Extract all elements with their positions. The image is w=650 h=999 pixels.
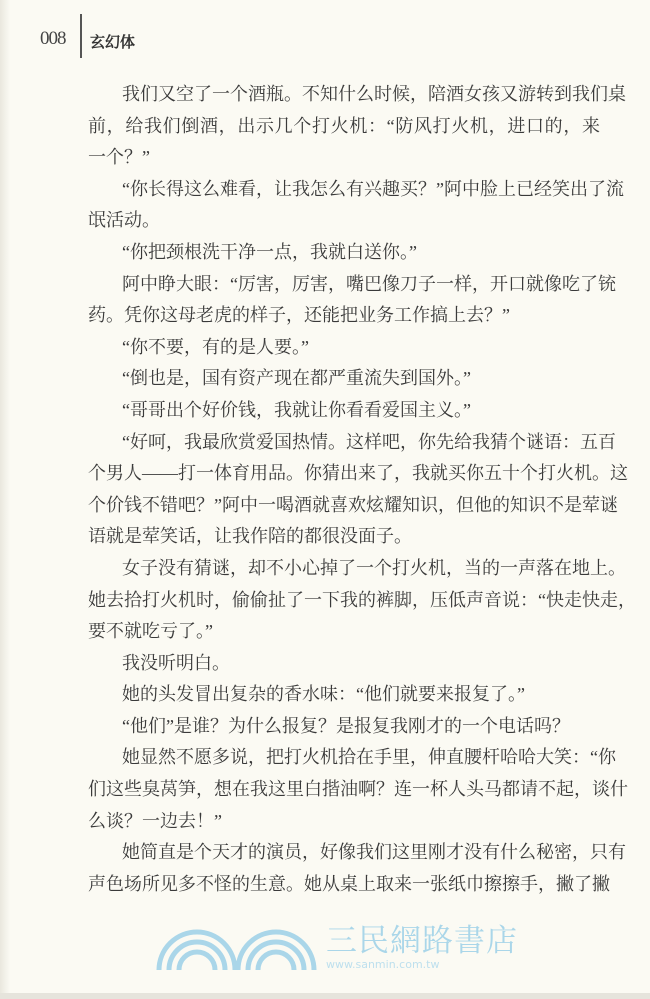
text-line: 氓活动。 bbox=[88, 210, 160, 231]
paragraph bbox=[88, 269, 616, 332]
paragraph bbox=[88, 79, 626, 174]
text-line: 阿中睁大眼：“厉害，厉害，嘴巴像刀子一样，开口就像吃了铳 bbox=[122, 273, 616, 294]
paragraph bbox=[88, 395, 600, 427]
text-line: 她简直是个天才的演员，好像我们这里刚才没有什么秘密，只有 bbox=[122, 842, 626, 863]
paragraph bbox=[88, 363, 600, 395]
text-line: 她显然不愿多说，把打火机拾在手里，伸直腰杆哈哈大笑：“你 bbox=[122, 747, 616, 768]
watermark-url: www.sanmin.com.tw bbox=[326, 958, 440, 971]
text-line: 前，给我们倒酒，出示几个打火机：“防风打火机，进口的，来 bbox=[88, 115, 600, 136]
page-number: 008 bbox=[40, 28, 66, 49]
text-line: 要不就吃亏了。” bbox=[88, 621, 213, 642]
text-line: 们这些臭莴笋，想在我这里白揩油啊？连一杯人头马都请不起，谈什 bbox=[88, 779, 628, 800]
paragraph bbox=[88, 237, 600, 269]
paragraph bbox=[88, 679, 600, 711]
text-line: “哥哥出个好价钱，我就让你看看爱国主义。” bbox=[122, 399, 471, 420]
paragraph bbox=[88, 711, 600, 743]
text-line: 我们又空了一个酒瓶。不知什么时候，陪酒女孩又游转到我们桌 bbox=[122, 84, 626, 104]
paragraph bbox=[88, 837, 626, 900]
paragraph bbox=[88, 427, 628, 553]
text-line: 么谈？一边去！” bbox=[88, 810, 222, 831]
watermark-text: 三民網路書店 bbox=[326, 923, 518, 959]
text-line: 声色场所见多不怪的生意。她从桌上取来一张纸巾擦擦手，撇了撇 bbox=[88, 873, 610, 894]
header-divider bbox=[80, 14, 82, 58]
paragraph bbox=[88, 332, 600, 364]
paragraph bbox=[88, 648, 600, 680]
watermark-logo-icon bbox=[154, 912, 319, 972]
paragraph bbox=[88, 742, 628, 837]
text-line: “他们”是谁？为什么报复？是报复我刚才的一个电话吗？ bbox=[122, 715, 570, 736]
text-line: “你把颈根洗干净一点，我就白送你。” bbox=[122, 241, 417, 262]
text-line: 女子没有猜谜，却不小心掉了一个打火机，当的一声落在地上。 bbox=[122, 557, 626, 578]
paragraph bbox=[88, 174, 624, 237]
text-line: “你长得这么难看，让我怎么有兴趣买？”阿中脸上已经笑出了流 bbox=[122, 178, 624, 199]
text-line: 一个？” bbox=[88, 147, 150, 168]
text-line: 个价钱不错吧？”阿中一喝酒就喜欢炫耀知识，但他的知识不是荤谜 bbox=[88, 494, 618, 515]
paragraph bbox=[88, 553, 636, 648]
text-line: “你不要，有的是人要。” bbox=[122, 336, 309, 357]
text-line: 她去拾打火机时，偷偷扯了一下我的裤脚，压低声音说：“快走快走， bbox=[88, 589, 636, 610]
text-line: “好呵，我最欣赏爱国热情。这样吧，你先给我猜个谜语：五百 bbox=[122, 431, 616, 452]
text-line: 药。凭你这母老虎的样子，还能把业务工作搞上去？” bbox=[88, 305, 510, 326]
text-line: “倒也是，国有资产现在都严重流失到国外。” bbox=[122, 368, 471, 389]
text-line: 个男人——打一体育用品。你猜出来了，我就买你五十个打火机。这 bbox=[88, 463, 628, 484]
page-edge-shadow bbox=[0, 0, 10, 999]
body-text bbox=[88, 79, 636, 900]
text-line: 我没听明白。 bbox=[122, 652, 230, 673]
running-title: 玄幻体 bbox=[90, 33, 136, 51]
text-line: 语就是荤笑话，让我作陪的都很没面子。 bbox=[88, 526, 412, 547]
watermark bbox=[154, 912, 518, 982]
text-line: 她的头发冒出复杂的香水味：“他们就要来报复了。” bbox=[122, 684, 525, 705]
page-bottom-edge bbox=[0, 993, 650, 999]
